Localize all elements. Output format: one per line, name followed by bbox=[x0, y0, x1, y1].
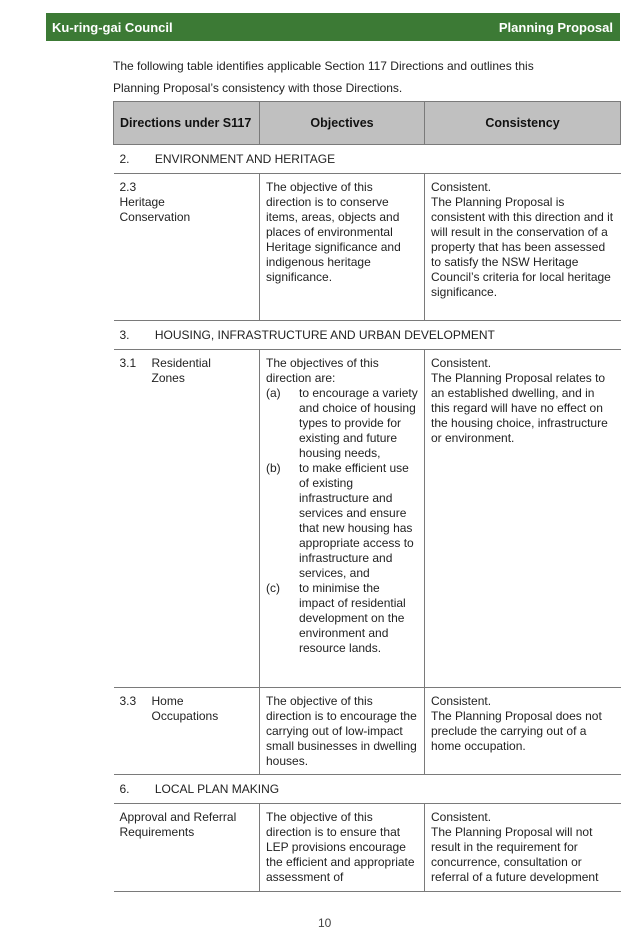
consistency-text: The Planning Proposal will not result in the requirement for concurrence, consultation or referral of a future development bbox=[431, 825, 599, 884]
table-row-heritage-conservation bbox=[114, 174, 621, 321]
direction-name: Home Occupations bbox=[151, 694, 219, 723]
list-text: to minimise the impact of residential development on the environment and resource lands. bbox=[299, 581, 406, 655]
section-row-environment bbox=[114, 145, 621, 174]
section-title: ENVIRONMENT AND HERITAGE bbox=[154, 152, 336, 166]
intro-paragraph: The following table identifies applicable Section 117 Directions and outlines this Planning Proposal’s consistency with those Directions. bbox=[113, 59, 534, 95]
list-text: to encourage a variety and choice of housing types to provide for existing and future housing needs, bbox=[299, 386, 418, 460]
section-row-housing bbox=[114, 321, 621, 350]
direction-cell: Approval and Referral Requirements bbox=[114, 804, 260, 892]
consistency-cell bbox=[425, 174, 621, 321]
section-number: 6. bbox=[119, 782, 130, 796]
header-banner bbox=[46, 13, 620, 41]
council-name: Ku-ring-gai Council bbox=[52, 20, 173, 35]
list-item bbox=[266, 386, 418, 461]
list-marker: (c) bbox=[266, 581, 280, 595]
consistency-cell bbox=[425, 804, 621, 892]
direction-number: 3.3 bbox=[119, 694, 137, 708]
consistency-status: Consistent. bbox=[431, 810, 492, 824]
list-marker: (b) bbox=[266, 461, 281, 475]
direction-number: 2.3 bbox=[119, 180, 137, 194]
objective-cell: The objective of this direction is to ensure that LEP provisions encourage the efficient and appropriate assessment of bbox=[260, 804, 425, 892]
objective-cell: The objective of this direction is to encourage the carrying out of low-impact small businesses in dwelling houses. bbox=[260, 688, 425, 775]
section-title: HOUSING, INFRASTRUCTURE AND URBAN DEVELOPMENT bbox=[154, 328, 495, 342]
list-item bbox=[266, 461, 418, 581]
list-text: to make efficient use of existing infrastructure and services and ensure that new housing has appropriate access to infrastructure and services, and bbox=[299, 461, 414, 580]
consistency-cell bbox=[425, 350, 621, 688]
section-number: 3. bbox=[119, 328, 130, 342]
s117-directions-table bbox=[113, 101, 621, 892]
consistency-cell bbox=[425, 688, 621, 775]
direction-cell bbox=[114, 350, 260, 688]
consistency-text: The Planning Proposal is consistent with this direction and it will result in the conservation of a property that has been assessed to satisfy the NSW Heritage Council’s criteria for local heritage significance. bbox=[431, 195, 614, 299]
objective-intro: The objectives of this direction are: bbox=[266, 356, 379, 385]
table-row-approval-referral bbox=[114, 804, 621, 892]
section-number: 2. bbox=[119, 152, 130, 166]
column-header-consistency: Consistency bbox=[425, 102, 621, 145]
consistency-text: The Planning Proposal relates to an established dwelling, and in this regard will have no effect on the housing choice, infrastructure or environment. bbox=[431, 371, 608, 445]
direction-cell bbox=[114, 688, 260, 775]
table-row-residential-zones bbox=[114, 350, 621, 688]
page-number: 10 bbox=[318, 916, 332, 930]
table-row-home-occupations bbox=[114, 688, 621, 775]
consistency-status: Consistent. bbox=[431, 356, 492, 370]
objective-cell: The objective of this direction is to conserve items, areas, objects and places of environmental Heritage significance and indigenous heritage significance. bbox=[260, 174, 425, 321]
document-title: Planning Proposal bbox=[498, 20, 613, 35]
list-item bbox=[266, 581, 418, 656]
table-header-row bbox=[114, 102, 621, 145]
direction-name: Heritage Conservation bbox=[119, 195, 191, 224]
consistency-status: Consistent. bbox=[431, 180, 492, 194]
section-title: LOCAL PLAN MAKING bbox=[154, 782, 280, 796]
column-header-objectives: Objectives bbox=[260, 102, 425, 145]
section-row-local-plan-making bbox=[114, 775, 621, 804]
direction-cell bbox=[114, 174, 260, 321]
consistency-status: Consistent. bbox=[431, 694, 492, 708]
column-header-directions: Directions under S117 bbox=[114, 102, 260, 145]
direction-number: 3.1 bbox=[119, 356, 137, 370]
direction-name: Residential Zones bbox=[151, 356, 211, 385]
objective-cell bbox=[260, 350, 425, 688]
consistency-text: The Planning Proposal does not preclude the carrying out of a home occupation. bbox=[431, 709, 602, 753]
list-marker: (a) bbox=[266, 386, 281, 400]
